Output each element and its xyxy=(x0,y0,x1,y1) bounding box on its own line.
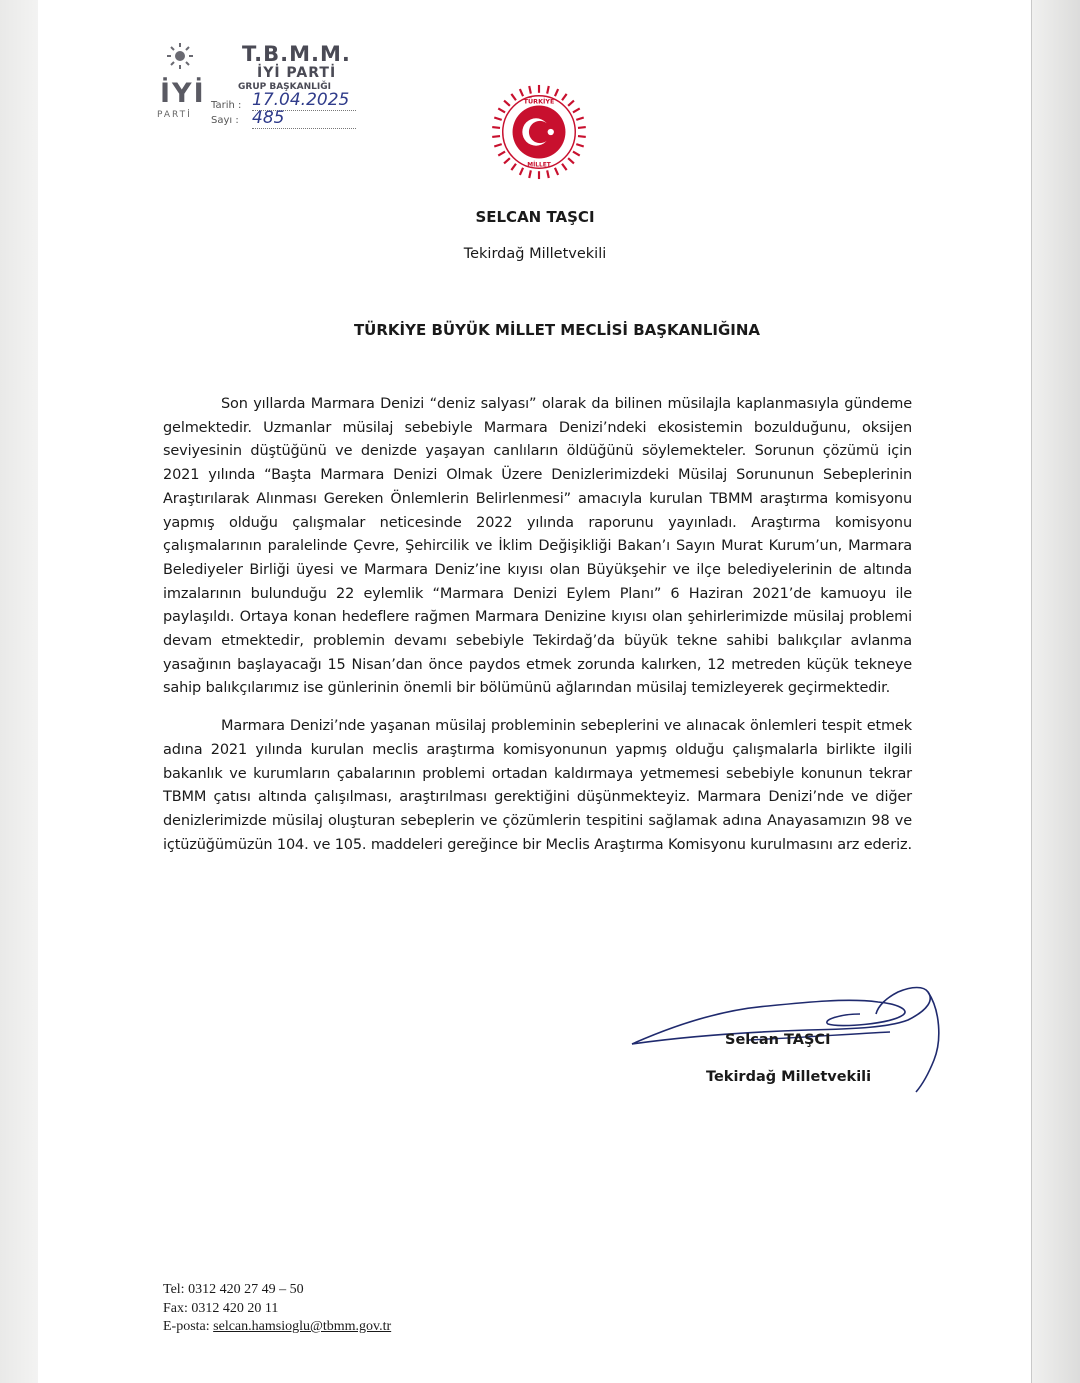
contact-email-label: E-posta: xyxy=(163,1319,210,1334)
stamp-date-label: Tarih : xyxy=(211,100,242,111)
addressee-heading: TÜRKİYE BÜYÜK MİLLET MECLİSİ BAŞKANLIĞINA xyxy=(353,321,761,339)
contact-tel: Tel: 0312 420 27 49 – 50 xyxy=(163,1282,304,1297)
letter-body xyxy=(163,393,912,871)
receipt-stamp xyxy=(156,38,376,138)
contact-email-link[interactable]: selcan.hamsioglu@tbmm.gov.tr xyxy=(213,1319,392,1334)
stamp-number-value: 485 xyxy=(252,108,356,129)
signatory-name: Selcan TAŞCI xyxy=(725,1032,831,1048)
parti-logo-text: PARTİ xyxy=(157,110,192,120)
signatory-role: Tekirdağ Milletvekili xyxy=(706,1069,872,1085)
contact-email-row xyxy=(163,1318,391,1337)
stamp-group: GRUP BAŞKANLIĞI xyxy=(238,82,331,92)
stamp-party: İYİ PARTİ xyxy=(257,65,337,81)
svg-text:MİLLET: MİLLET xyxy=(527,162,551,169)
page-shadow-left xyxy=(0,0,38,1383)
body-paragraph: Marmara Denizi’nde yaşanan müsilaj probleminin sebeplerini ve alınacak önlemleri tespit etmek adına 2021 yılında kurulan meclis araştırma komisyonunun yapmış olduğu çalışmalarla birlikte ilgili bakanlık ve kurumların çabalarının problemi ortadan kaldırmaya yetmemesi sebebiyle konunun tekrar TBMM çatısı altında çalışılması, araştırılması gerektiğini düşünmekteyiz. Marmara Denizi’nde ve diğer denizlerimizde müsilaj oluşturan sebeplerin ve çözümlerin tespitini sağlamak adına Anayasamızın 98 ve içtüzüğümüzün 104. ve 105. maddeleri gereğince bir Meclis Araştırma Komisyonu kurulmasını arz ederiz. xyxy=(163,718,912,853)
document-page xyxy=(38,0,1032,1383)
stamp-date-value: 17.04.2025 xyxy=(252,90,356,111)
contact-info xyxy=(163,1281,391,1337)
contact-fax: Fax: 0312 420 20 11 xyxy=(163,1300,279,1316)
iyi-logo-text: İYİ xyxy=(160,78,206,109)
body-paragraph: Son yıllarda Marmara Denizi “deniz salyası” olarak da bilinen müsilajla kaplanmasıyla gündeme gelmektedir. Uzmanlar müsilaj sebebiyle Marmara Denizi’ndeki ekosistemin bozulduğunu, oksijen seviyesinin düştüğünü ve denizde yaşayan canlıların öldüğünü söylemekteler. Sorunun çözümü için 2021 yılında “Başta Marmara Denizi Olmak Üzere Denizlerimizdeki Müsilaj Sorununun Sebeplerinin Araştırılarak Alınması Gereken Önlemlerin Belirlenmesi” amacıyla kurulan TBMM araştırma komisyonu yapmış olduğu çalışmalar neticesinde 2022 yılında raporunu yayınladı. Araştırma komisyonu çalışmalarının paralelinde Çevre, Şehircilik ve İklim Değişikliği Bakan’ı Sayın Murat Kurum’un, Marmara Belediyeler Birliği üyesi ve Marmara Deniz’ine kıyısı olan Büyükşehir ve ilçe belediyelerinin de altında imzalarının bulunduğu 22 eylemlik “Marmara Denizi Eylem Planı” 6 Haziran 2021’de kamuoyu ile paylaşıldı. Ortaya konan hedeflere rağmen Marmara Denizine kıyısı olan şehirlerimizde müsilaj problemi devam etmektedir, problemin devamı sebebiyle Tekirdağ’da büyük tekne sahibi balıkçılar avlanma yasağının başlayacağı 15 Nisan’dan önce paydos etmek zorunda kalırken, 12 metreden küçük tekneye sahip balıkçılarımız ise günlerinin önemli bir bölümünü ağlarından müsilaj temizleyerek geçirmektedir. xyxy=(163,396,912,697)
tbmm-emblem-icon xyxy=(490,83,588,181)
stamp-number-label: Sayı : xyxy=(211,115,239,126)
stamp-tbmm: T.B.M.M. xyxy=(242,42,351,66)
sender-name: SELCAN TAŞCI xyxy=(475,208,595,226)
sender-role: Tekirdağ Milletvekili xyxy=(463,246,607,262)
svg-text:TÜRKİYE: TÜRKİYE xyxy=(523,97,555,106)
page-shadow-right xyxy=(1031,0,1080,1383)
